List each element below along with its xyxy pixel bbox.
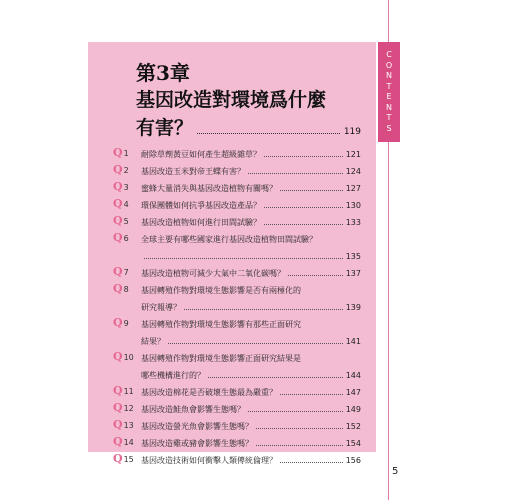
contents-letter: N [386, 71, 392, 80]
dot-leader [288, 275, 343, 276]
toc-entry [113, 231, 361, 265]
dot-leader [256, 445, 343, 446]
entry-page: 144 [345, 371, 361, 380]
question-number: 2 [123, 166, 129, 175]
question-line-text: 耐除草劑黃豆如何產生超級雜草？ [141, 150, 261, 159]
entry-page: 141 [345, 337, 361, 346]
q-letter: Q [113, 384, 123, 397]
dot-leader [280, 394, 343, 395]
question-text [141, 231, 361, 265]
question-badge [113, 384, 141, 399]
entry-page: 149 [345, 405, 361, 414]
toc-entry [113, 401, 361, 418]
contents-letter: N [386, 102, 392, 112]
question-line [141, 163, 361, 180]
question-line-text: 基因改造棉花是否破壞生態最為嚴重？ [141, 388, 277, 397]
question-line [141, 231, 361, 248]
question-line-text: 基因改造植物如何進行田間試驗？ [141, 218, 261, 227]
question-line-text: 基因轉殖作物對環境生態影響正面研究結果是 [141, 354, 301, 363]
toc-entry [113, 265, 361, 282]
contents-label [383, 50, 395, 134]
question-line [141, 146, 361, 163]
question-line-text: 基因改造技術如何衝擊人類傳統倫理？ [141, 456, 277, 465]
question-text [141, 435, 361, 452]
chapter-label: 第3章 [136, 61, 190, 85]
chapter-heading [136, 60, 361, 146]
question-line-text: 研究報導？ [141, 303, 181, 312]
entry-page: 154 [345, 439, 361, 448]
toc-entry [113, 163, 361, 180]
question-text [141, 197, 361, 214]
q-letter: Q [113, 435, 123, 448]
question-text [141, 316, 361, 350]
question-line [141, 248, 361, 265]
question-line-text: 基因轉殖作物對環境生態影響是否有兩極化的 [141, 286, 301, 295]
question-number: 8 [123, 285, 129, 294]
question-text [141, 180, 361, 197]
toc-entry [113, 452, 361, 469]
entry-page: 127 [345, 184, 361, 193]
q-letter: Q [113, 180, 123, 193]
question-badge [113, 418, 141, 433]
dot-leader [264, 224, 343, 225]
entry-page: 135 [345, 252, 361, 261]
question-badge [113, 452, 141, 467]
toc-entry [113, 384, 361, 401]
question-line-text: 基因改造雞或豬會影響生態嗎？ [141, 439, 253, 448]
question-number: 12 [123, 404, 134, 413]
dot-leader [256, 428, 343, 429]
question-number: 6 [123, 234, 129, 243]
q-letter: Q [113, 316, 123, 329]
q-letter: Q [113, 146, 123, 159]
question-number: 14 [123, 438, 134, 447]
chapter-title-line1: 基因改造對環境爲什麼 [136, 89, 327, 111]
contents-letter: T [386, 81, 392, 91]
toc-entry [113, 418, 361, 435]
question-badge [113, 435, 141, 450]
question-line [141, 180, 361, 197]
toc-entry [113, 316, 361, 350]
q-letter: Q [113, 197, 123, 210]
chapter-title-line2-text: 有害？ [136, 117, 194, 139]
dot-leader [168, 343, 343, 344]
question-badge [113, 197, 141, 212]
question-number: 15 [123, 455, 134, 464]
dot-leader [264, 207, 343, 208]
dot-leader [197, 133, 340, 134]
question-line-text: 結果？ [141, 337, 165, 346]
question-badge [113, 350, 141, 365]
question-line-text: 基因改造螢光魚會影響生態嗎？ [141, 422, 253, 431]
question-number: 4 [123, 200, 129, 209]
contents-letter: O [385, 60, 393, 70]
entry-page: 139 [345, 303, 361, 312]
question-line-text: 基因轉殖作物對環境生態影響有那些正面研究 [141, 320, 301, 329]
dot-leader [280, 462, 343, 463]
question-line-text: 全球主要有哪些國家進行基因改造植物田間試驗？ [141, 235, 317, 244]
question-badge [113, 180, 141, 195]
entry-page: 121 [345, 150, 361, 159]
question-text [141, 350, 361, 384]
question-line [141, 197, 361, 214]
question-text [141, 265, 361, 282]
question-line [141, 367, 361, 384]
entry-page: 147 [345, 388, 361, 397]
toc-entry [113, 282, 361, 316]
entry-page: 133 [345, 218, 361, 227]
q-letter: Q [113, 401, 123, 414]
question-badge [113, 163, 141, 178]
question-badge [113, 282, 141, 297]
entry-page: 152 [345, 422, 361, 431]
question-number: 10 [123, 353, 134, 362]
question-number: 5 [123, 217, 129, 226]
q-letter: Q [113, 282, 123, 295]
page-number: 5 [392, 466, 399, 477]
question-line [141, 452, 361, 469]
question-badge [113, 316, 141, 331]
toc-entry [113, 197, 361, 214]
chapter-title-line2 [136, 114, 361, 146]
dot-leader [208, 377, 343, 378]
toc-entry [113, 180, 361, 197]
question-line [141, 350, 361, 367]
question-badge [113, 146, 141, 161]
question-text [141, 214, 361, 231]
question-line [141, 401, 361, 418]
question-line [141, 435, 361, 452]
contents-letter: S [386, 123, 392, 133]
toc-entry [113, 214, 361, 231]
question-number: 3 [123, 183, 129, 192]
question-number: 13 [123, 421, 134, 430]
q-letter: Q [113, 452, 123, 465]
question-line [141, 333, 361, 350]
question-line [141, 299, 361, 316]
question-line-text: 環保團體如何抗爭基因改造產品？ [141, 201, 261, 210]
q-letter: Q [113, 350, 123, 363]
dot-leader [280, 190, 343, 191]
question-text [141, 146, 361, 163]
contents-letter: T [386, 113, 392, 122]
question-badge [113, 265, 141, 280]
question-line-text: 蜜蜂大量消失與基因改造植物有關嗎？ [141, 184, 277, 193]
question-line [141, 214, 361, 231]
q-letter: Q [113, 418, 123, 431]
toc-entry [113, 146, 361, 163]
q-letter: Q [113, 231, 123, 244]
entry-page: 130 [345, 201, 361, 210]
question-number: 7 [123, 268, 129, 277]
question-text [141, 282, 361, 316]
dot-leader [248, 411, 343, 412]
question-badge [113, 231, 141, 246]
q-letter: Q [113, 214, 123, 227]
question-line-text: 基因改造玉米對帝王蝶有害？ [141, 167, 245, 176]
entry-page: 124 [345, 167, 361, 176]
q-letter: Q [113, 265, 123, 278]
dot-leader [248, 173, 343, 174]
chapter-page: 119 [343, 127, 361, 137]
question-number: 9 [123, 319, 129, 328]
entry-page: 137 [345, 269, 361, 278]
question-text [141, 384, 361, 401]
toc-entry [113, 350, 361, 384]
dot-leader [184, 309, 343, 310]
dot-leader [144, 258, 343, 259]
question-line-text: 基因改造植物可減少大氣中二氧化碳嗎？ [141, 269, 285, 278]
question-line [141, 265, 361, 282]
question-text [141, 418, 361, 435]
question-text [141, 452, 361, 469]
contents-letter: E [386, 92, 392, 101]
question-text [141, 401, 361, 418]
question-line-text: 基因改造鮭魚會影響生態嗎？ [141, 405, 245, 414]
toc-entry [113, 435, 361, 452]
question-line [141, 316, 361, 333]
question-number: 1 [123, 149, 129, 158]
question-number: 11 [123, 387, 134, 396]
question-line [141, 384, 361, 401]
question-line-text: 哪些機構進行的？ [141, 371, 205, 380]
question-badge [113, 401, 141, 416]
question-badge [113, 214, 141, 229]
question-line [141, 282, 361, 299]
question-line [141, 418, 361, 435]
question-text [141, 163, 361, 180]
dot-leader [264, 156, 343, 157]
entry-page: 156 [345, 456, 361, 465]
question-list [113, 146, 361, 469]
contents-letter: C [386, 50, 392, 59]
q-letter: Q [113, 163, 123, 176]
